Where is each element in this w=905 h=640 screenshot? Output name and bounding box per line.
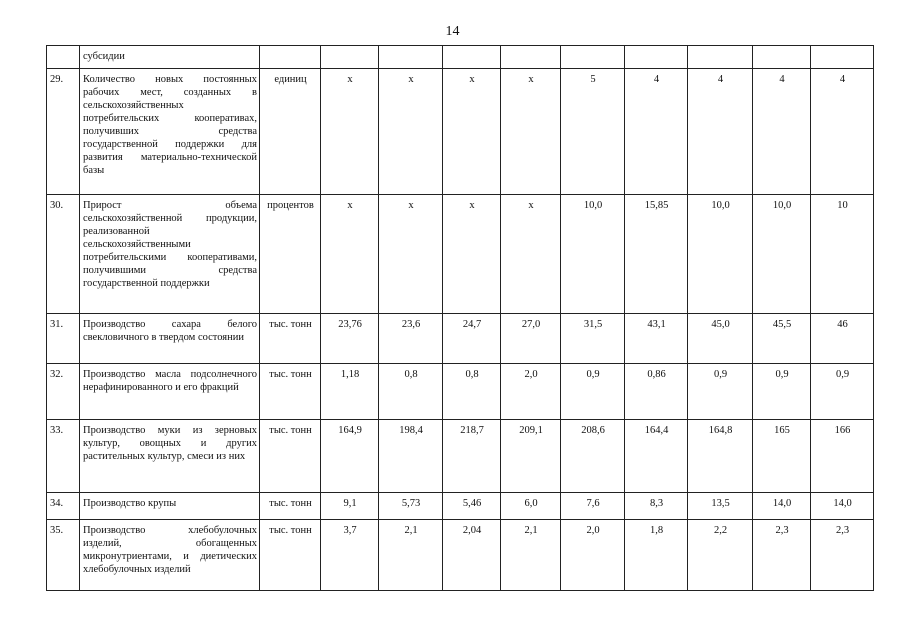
indicator-name-cell: Производство масла подсолнечного нерафинированного и его фракций (80, 364, 260, 420)
value-cell: 2,3 (811, 520, 874, 591)
unit-cell: тыс. тонн (260, 520, 321, 591)
value-cell: 5 (561, 69, 625, 195)
value-cell: 43,1 (625, 314, 688, 364)
value-cell (561, 46, 625, 69)
value-cell: 2,0 (501, 364, 561, 420)
value-cell: 24,7 (443, 314, 501, 364)
indicator-name-cell: субсидии (80, 46, 260, 69)
value-cell: 2,2 (688, 520, 753, 591)
value-cell: 5,46 (443, 493, 501, 520)
value-cell: 4 (811, 69, 874, 195)
value-cell: x (321, 69, 379, 195)
value-cell: 13,5 (688, 493, 753, 520)
unit-cell: процентов (260, 195, 321, 314)
value-cell: 2,1 (501, 520, 561, 591)
value-cell: 5,73 (379, 493, 443, 520)
value-cell: x (379, 195, 443, 314)
value-cell: 6,0 (501, 493, 561, 520)
value-cell (625, 46, 688, 69)
unit-cell: единиц (260, 69, 321, 195)
table-row (47, 520, 874, 591)
page-number: 14 (445, 24, 460, 39)
value-cell: 27,0 (501, 314, 561, 364)
value-cell: 0,9 (561, 364, 625, 420)
value-cell: 3,7 (321, 520, 379, 591)
value-cell: 2,1 (379, 520, 443, 591)
value-cell: 14,0 (753, 493, 811, 520)
value-cell (688, 46, 753, 69)
indicator-name-cell: Производство крупы (80, 493, 260, 520)
value-cell: 15,85 (625, 195, 688, 314)
value-cell (501, 46, 561, 69)
value-cell: x (443, 195, 501, 314)
value-cell: 0,8 (379, 364, 443, 420)
value-cell: 0,9 (688, 364, 753, 420)
value-cell: 23,76 (321, 314, 379, 364)
table-row (47, 314, 874, 364)
value-cell (811, 46, 874, 69)
value-cell: 9,1 (321, 493, 379, 520)
value-cell: 4 (688, 69, 753, 195)
value-cell: 0,9 (753, 364, 811, 420)
value-cell: 0,86 (625, 364, 688, 420)
table-row (47, 420, 874, 493)
value-cell: 1,18 (321, 364, 379, 420)
row-number-cell: 35. (47, 520, 80, 591)
value-cell: 165 (753, 420, 811, 493)
row-number-cell (47, 46, 80, 69)
value-cell: 2,0 (561, 520, 625, 591)
value-cell: x (321, 195, 379, 314)
value-cell (321, 46, 379, 69)
row-number-cell: 30. (47, 195, 80, 314)
value-cell: 218,7 (443, 420, 501, 493)
value-cell: 14,0 (811, 493, 874, 520)
value-cell: 31,5 (561, 314, 625, 364)
indicator-name-cell: Количество новых постоянных рабочих мест, созданных в сельскохозяйственных потребительских кооперативах, получивших средства государственной поддержки для развития материально-технической базы (80, 69, 260, 195)
value-cell: 166 (811, 420, 874, 493)
indicator-name-cell: Прирост объема сельскохозяйственной продукции, реализованной сельскохозяйственными потребительскими кооперативами, получившими средства государственной поддержки (80, 195, 260, 314)
value-cell: 4 (753, 69, 811, 195)
unit-cell: тыс. тонн (260, 314, 321, 364)
value-cell: 45,5 (753, 314, 811, 364)
row-number-cell: 32. (47, 364, 80, 420)
row-number-cell: 31. (47, 314, 80, 364)
value-cell: 164,4 (625, 420, 688, 493)
indicator-name-cell: Производство хлебобулочных изделий, обогащенных микронутриентами, и диетических хлебобулочных изделий (80, 520, 260, 591)
value-cell: 7,6 (561, 493, 625, 520)
table-row (47, 364, 874, 420)
value-cell: 23,6 (379, 314, 443, 364)
value-cell: 45,0 (688, 314, 753, 364)
value-cell: 2,04 (443, 520, 501, 591)
value-cell: 10,0 (561, 195, 625, 314)
unit-cell (260, 46, 321, 69)
value-cell: 46 (811, 314, 874, 364)
value-cell: 1,8 (625, 520, 688, 591)
table-row (47, 69, 874, 195)
value-cell: x (443, 69, 501, 195)
unit-cell: тыс. тонн (260, 493, 321, 520)
row-number-cell: 34. (47, 493, 80, 520)
row-number-cell: 29. (47, 69, 80, 195)
value-cell (753, 46, 811, 69)
value-cell: x (501, 195, 561, 314)
value-cell: 208,6 (561, 420, 625, 493)
value-cell: 0,9 (811, 364, 874, 420)
value-cell: x (501, 69, 561, 195)
indicator-name-cell: Производство муки из зерновых культур, овощных и других растительных культур, смеси из них (80, 420, 260, 493)
value-cell (379, 46, 443, 69)
value-cell: 10,0 (688, 195, 753, 314)
table-row-continuation (47, 46, 874, 69)
value-cell: 10,0 (753, 195, 811, 314)
value-cell: 0,8 (443, 364, 501, 420)
value-cell: 2,3 (753, 520, 811, 591)
value-cell: 164,9 (321, 420, 379, 493)
table-row (47, 195, 874, 314)
value-cell: 164,8 (688, 420, 753, 493)
value-cell: 209,1 (501, 420, 561, 493)
value-cell: 8,3 (625, 493, 688, 520)
value-cell: 10 (811, 195, 874, 314)
table-row (47, 493, 874, 520)
row-number-cell: 33. (47, 420, 80, 493)
indicators-table (46, 45, 874, 591)
value-cell: 4 (625, 69, 688, 195)
unit-cell: тыс. тонн (260, 420, 321, 493)
unit-cell: тыс. тонн (260, 364, 321, 420)
value-cell (443, 46, 501, 69)
value-cell: 198,4 (379, 420, 443, 493)
indicator-name-cell: Производство сахара белого свекловичного в твердом состоянии (80, 314, 260, 364)
value-cell: x (379, 69, 443, 195)
